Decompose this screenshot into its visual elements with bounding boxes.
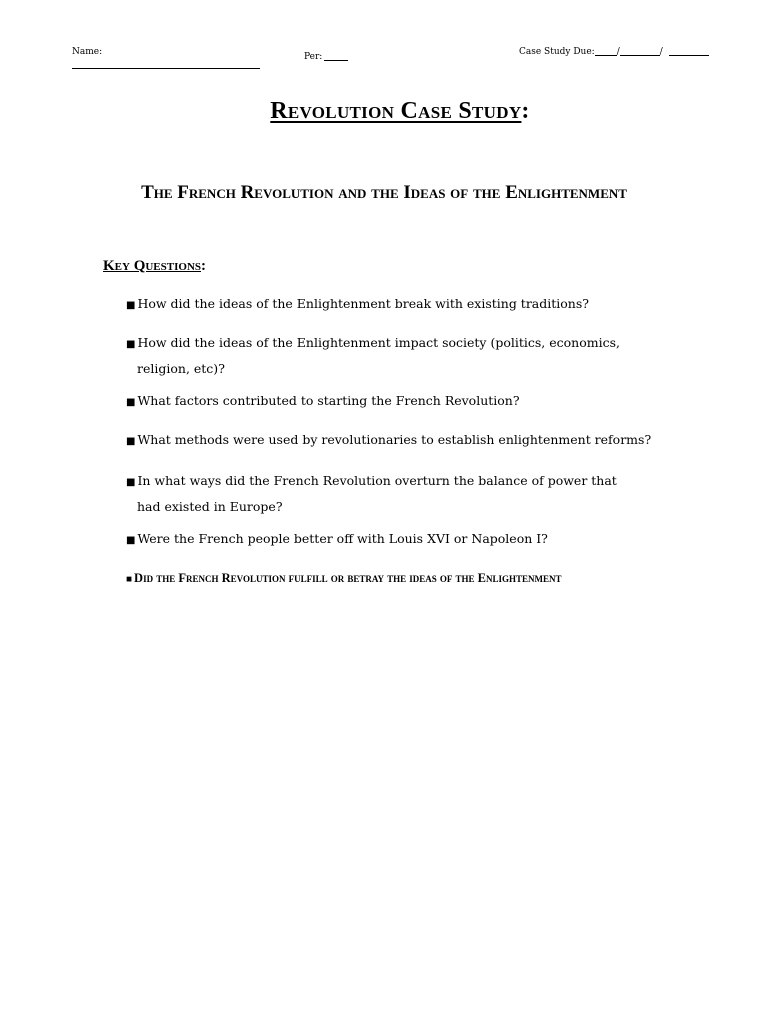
- question-item: [126, 389, 646, 415]
- question-item: [126, 527, 646, 553]
- question-text: Were the French people better off with Louis XVI or Napoleon I?: [137, 531, 548, 546]
- bullet-square-icon: ■: [126, 574, 133, 585]
- due-month-line[interactable]: [595, 55, 617, 56]
- key-questions-heading: [103, 258, 206, 275]
- due-sep-2: /: [659, 47, 663, 57]
- due-sep-1: /: [616, 47, 620, 57]
- question-item: [126, 292, 646, 318]
- question-text-continued: religion, etc)?: [137, 361, 225, 376]
- header-due-date: [519, 47, 709, 57]
- question-item-emphasis: [126, 566, 646, 592]
- due-year-line[interactable]: [669, 55, 709, 56]
- bullet-square-icon: ■: [126, 397, 136, 408]
- question-text-continued: had existed in Europe?: [137, 499, 283, 514]
- question-text: What methods were used by revolutionaries to establish enlightenment reforms?: [137, 432, 652, 447]
- question-text: How did the ideas of the Enlightenment break with existing traditions?: [137, 296, 589, 311]
- page-title-text: Revolution Case Study: [270, 98, 522, 124]
- question-item: [126, 469, 646, 519]
- page-subtitle: The French Revolution and the Ideas of the Enlightenment: [141, 182, 627, 203]
- bullet-square-icon: ■: [126, 339, 136, 350]
- period-label: Per:: [304, 52, 323, 62]
- question-item: [126, 428, 686, 454]
- bullet-square-icon: ■: [126, 477, 136, 488]
- name-label: Name:: [72, 47, 103, 57]
- bullet-square-icon: ■: [126, 535, 136, 546]
- key-questions-colon: :: [201, 258, 206, 274]
- question-item: [126, 331, 646, 381]
- period-field-line[interactable]: [324, 60, 348, 61]
- bullet-square-icon: ■: [126, 436, 136, 447]
- due-day-line[interactable]: [620, 55, 660, 56]
- name-field-line[interactable]: [72, 68, 260, 69]
- due-label: Case Study Due:: [519, 47, 595, 57]
- question-text: In what ways did the French Revolution overturn the balance of power that: [137, 473, 617, 488]
- header-period: [304, 52, 348, 62]
- page-title: [0, 98, 768, 125]
- question-text: What factors contributed to starting the French Revolution?: [137, 393, 520, 408]
- key-questions-label: Key Questions: [103, 258, 201, 274]
- page-title-colon: :: [521, 98, 530, 124]
- question-text: How did the ideas of the Enlightenment impact society (politics, economics,: [137, 335, 620, 350]
- bullet-square-icon: ■: [126, 300, 136, 311]
- question-text: Did the French Revolution fulfill or betray the ideas of the Enlightenment: [134, 571, 562, 585]
